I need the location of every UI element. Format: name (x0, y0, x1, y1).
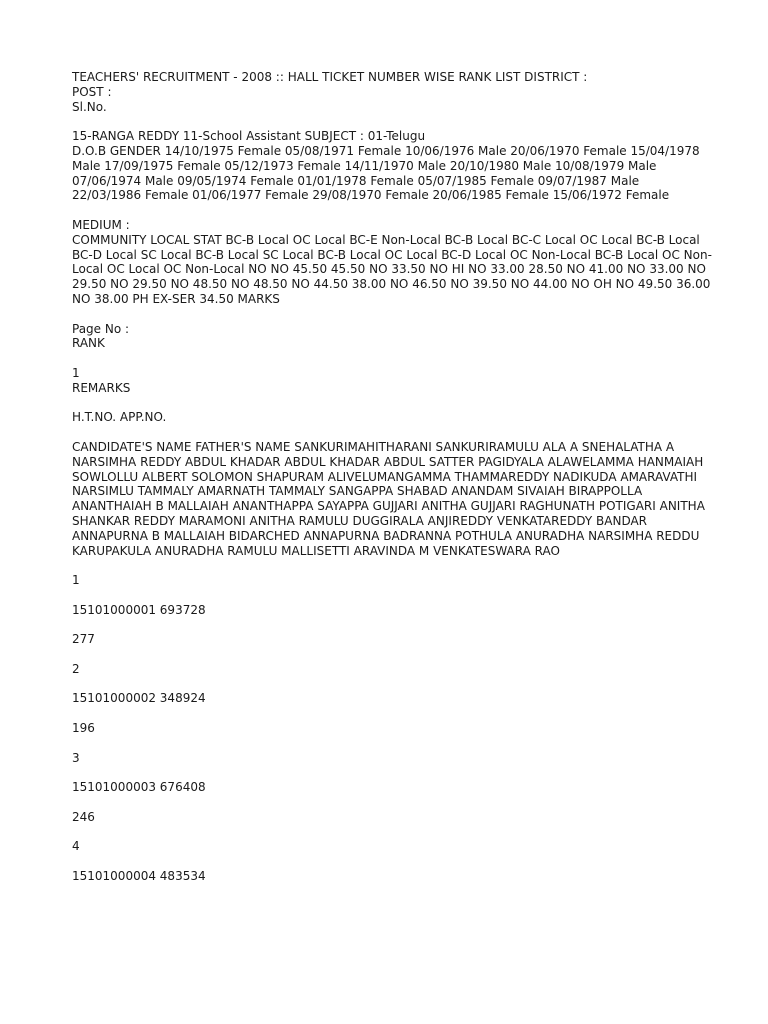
page-number: 1 (72, 365, 80, 380)
entry-serial: 2 (72, 661, 80, 676)
header-block (72, 70, 712, 114)
entry-ht-app: 15101000003 676408 (72, 780, 206, 795)
page-rank-block (72, 322, 712, 352)
entry-serial: 4 (72, 839, 80, 854)
entry-rank: 196 (72, 721, 95, 736)
entry-serial: 1 (72, 573, 80, 588)
post-label: POST : (72, 84, 112, 99)
document-title: TEACHERS' RECRUITMENT - 2008 :: HALL TICKET NUMBER WISE RANK LIST DISTRICT : (72, 70, 588, 84)
page-number-block (72, 366, 712, 396)
medium-block (72, 218, 712, 307)
entry-ht-app: 15101000002 348924 (72, 691, 206, 706)
district-subject-line: 15-RANGA REDDY 11-School Assistant SUBJECT : 01-Telugu (72, 129, 426, 144)
medium-label: MEDIUM : (72, 217, 130, 232)
page-no-label: Page No : (72, 321, 130, 336)
remarks-label: REMARKS (72, 380, 131, 395)
community-marks-text: COMMUNITY LOCAL STAT BC-B Local OC Local BC-E Non-Local BC-B Local BC-C Local OC Local BC-B Local BC-D Local SC Local BC-B Local SC Local BC-B Local OC Local BC-D Local OC Non-Local BC-B Local OC Non-Local OC Local OC Non-Local NO NO 45.50 45.50 NO 33.50 NO HI NO 33.00 28.50 NO 41.00 NO 33.00 NO 29.50 NO 29.50 NO 48.50 NO 48.50 NO 44.50 38.00 NO 46.50 NO 39.50 NO 44.00 NO OH NO 49.50 36.00 NO 38.00 PH EX-SER 34.50 MARKS (72, 232, 712, 306)
subject-block (72, 129, 712, 203)
entry-ht-app: 15101000004 483534 (72, 869, 206, 884)
ht-app-header: H.T.NO. APP.NO. (72, 410, 167, 425)
entry-ht-app: 15101000001 693728 (72, 602, 206, 617)
entry-serial: 3 (72, 750, 80, 765)
serial-number-label: Sl.No. (72, 99, 107, 114)
rank-label: RANK (72, 336, 105, 351)
entry-rank: 277 (72, 632, 95, 647)
dob-gender-text: D.O.B GENDER 14/10/1975 Female 05/08/1971 Female 10/06/1976 Male 20/06/1970 Female 15/04/1978 Male 17/09/1975 Female 05/12/1973 Female 14/11/1970 Male 20/10/1980 Male 10/08/1979 Male 07/06/1974 Male 09/05/1974 Female 01/01/1978 Female 05/07/1985 Female 09/07/1987 Male 22/03/1986 Female 01/06/1977 Female 29/08/1970 Female 20/06/1985 Female 15/06/1972 Female (72, 143, 700, 203)
entry-rank: 246 (72, 809, 95, 824)
candidate-names-text: CANDIDATE'S NAME FATHER'S NAME SANKURIMAHITHARANI SANKURIRAMULU ALA A SNEHALATHA A NARSIMHA REDDY ABDUL KHADAR ABDUL KHADAR ABDUL SATTER PAGIDYALA ALAWELAMMA HANMAIAH SOWLOLLU ALBERT SOLOMON SHAPURAM ALIVELUMANGAMMA THAMMAREDDY NADIKUDA AMARAVATHI NARSIMLU TAMMALY AMARNATH TAMMALY SANGAPPA SHABAD ANANDAM SIVAIAH BIRAPPOLLA ANANTHAIAH B MALLAIAH ANANTHAPPA SAYAPPA GUJJARI ANITHA GUJJARI RAGHUNATH POTIGARI ANITHA SHANKAR REDDY MARAMONI ANITHA RAMULU DUGGIRALA ANJIREDDY VENKATAREDDY BANDAR ANNAPURNA B MALLAIAH BIDARCHED ANNAPURNA BADRANNA POTHULA ANURADHA NARSIMHA REDDU KARUPAKULA ANURADHA RAMULU MALLISETTI ARAVINDA M VENKATESWARA RAO (72, 439, 705, 558)
document-page (72, 70, 712, 899)
